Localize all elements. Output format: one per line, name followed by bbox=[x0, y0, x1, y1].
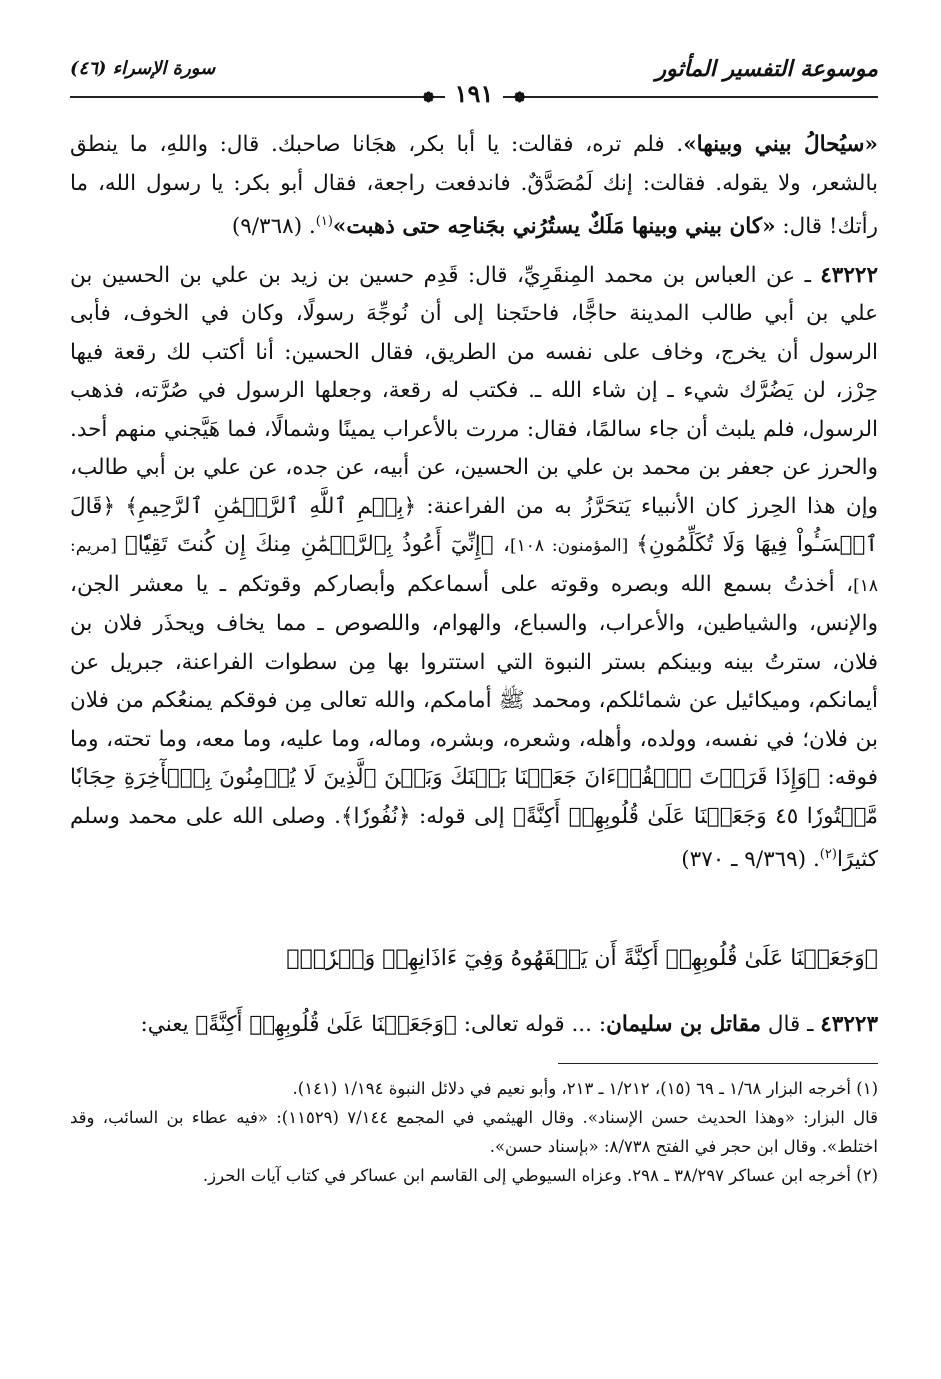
text-segment: إلى قوله: bbox=[410, 803, 514, 829]
hadith-quote: «سيُحالُ بيني وبينها» bbox=[683, 132, 878, 157]
footnote-marker: (١) bbox=[315, 214, 333, 229]
verse-heading: ﴿وَجَعَلۡنَا عَلَىٰ قُلُوبِهِمۡ أَكِنَّةً أَن يَفۡقَهُوهُ وَفِيٓ ءَاذَانِهِمۡ وَقۡرٗاۚ﴾ bbox=[286, 945, 878, 971]
page-number: ١٩١ bbox=[445, 79, 504, 108]
surah-label: سورة الإسراء (٤٦) bbox=[70, 58, 216, 79]
footnote-1-continuation: قال البزار: «وهذا الحديث حسن الإسناد». وقال الهيثمي في المجمع ٧/١٤٤ (١١٥٢٩): «فيه عطاء بن السائب، وقد اختلط». وقال ابن حجر في الفتح ٨/٧٣٨: «بإسناد حسن». bbox=[70, 1107, 878, 1156]
text-segment: ـ عن العباس بن محمد المِنقَرِيِّ، قال: قَدِم حسين بن زيد بن علي بن الحسين بن علي بن أبي طالب المدينة حاجًّا، فاحتَجنا إلى أن نُوجِّهَ رسولًا، وكان في الخوف، فأبى الرسول أن يخرج، وخاف على نفسه من الطريق، فقال الحسين: أنا أكتب لك رقعة فيها حِرْز، لن يَضُرَّك شيء ـ إن شاء الله ـ. فكتب له رقعة، وجعلها الرسول في صُرَّته، فذهب الرسول، فلم يلبث أن جاء سالمًا، فقال: مررت بالأعراب يمينًا وشمالًا، فما هَيَّجني منهم أحد. والحرز عن جعفر بن محمد بن علي بن الحسين، عن أبيه، عن جده، عن علي بن أبي طالب، وإن هذا الحِرز كان الأنبياء يَتحَرَّزُ به من الفراعنة: bbox=[70, 262, 879, 519]
text-segment: . وصلى الله على محمد وسلم كثيرًا bbox=[70, 803, 878, 873]
quran-verse: ﴿بِسۡمِ ٱللَّهِ ٱلرَّحۡمَٰنِ ٱلرَّحِيمِ﴾ ﴿قَالَ ٱخۡسَـُٔواْ فِيهَا وَلَا تُكَلِّمُونِ﴾ bbox=[70, 493, 879, 558]
text-segment: يعني: bbox=[140, 1012, 196, 1038]
sura-reference: [مريم: ١٨] bbox=[70, 536, 878, 596]
hadith-quote: «كان بيني وبينها مَلَكٌ يستُرُني بجَناحِه حتى ذهبت» bbox=[332, 214, 776, 240]
main-text bbox=[70, 126, 878, 1045]
footnote-divider bbox=[558, 1063, 878, 1064]
volume-reference: . (٩/٣٦٩ ـ ٣٧٠) bbox=[681, 847, 820, 873]
entry-43223 bbox=[70, 1006, 878, 1045]
quran-verse: ، ﴿إِنِّيٓ أَعُوذُ بِٱلرَّحۡمَٰنِ مِنكَ إِن كُنتَ تَقِيّٗا﴾ bbox=[124, 532, 510, 558]
ornament-icon: ❁ bbox=[422, 90, 435, 106]
footnotes bbox=[70, 1074, 878, 1190]
entry-43222 bbox=[70, 257, 878, 880]
quran-verse: ﴿نُفُورٗا﴾ bbox=[340, 803, 411, 829]
narrator-name: مقاتل بن سليمان bbox=[606, 1012, 761, 1038]
sura-reference: [المؤمنون: ١٠٨] bbox=[509, 536, 637, 557]
entry-number: ٤٣٢٢٣ bbox=[820, 1012, 878, 1038]
text-segment: : ... قوله تعالى: bbox=[456, 1012, 607, 1038]
footnote-2: (٢) أخرجه ابن عساكر ٣٨/٢٩٧ ـ ٢٩٨. وعزاه السيوطي إلى القاسم ابن عساكر في كتاب آيات الحرز. bbox=[202, 1165, 878, 1185]
book-page bbox=[70, 48, 878, 1348]
text-segment: . فلم تره، فقالت: يا أبا بكر، هجَانا صاحبك. قال: واللهِ، ما ينطق بالشعر، ولا يقوله. فقالت: إنك لَمُصَدَّقٌ. فاندفعت راجعة، فقال أبو بكر: يا رسول الله، ما رأتك! قال: bbox=[70, 132, 878, 240]
text-segment: ، أخذتُ بسمع الله وبصره وقوته على أسماعكم وأبصاركم وقوتكم ـ يا معشر الجن، والإنس، والشياطين، والأعراب، والسباع، والهوام، واللصوص ـ مما يخاف ويحذَر فلان بن فلان، سترتُ بينه وبينكم بستر النبوة التي استتروا بها مِن سطوات الفراعنة، جبريل عن أيمانكم، وميكائيل عن شمائلكم، ومحمد ﷺ أمامكم، والله تعالى مِن فوقكم يمنعُكم من فلان بن فلان؛ في نفسه، وولده، وأهله، وشعره، وبشره، وماله، وما عليه، وما معه، وما تحته، وما فوقه: bbox=[70, 571, 878, 791]
footnote-marker: (٢) bbox=[819, 847, 837, 863]
page-number-line bbox=[70, 80, 878, 112]
text-segment: ـ قال bbox=[760, 1012, 821, 1038]
paragraph-continuation bbox=[70, 126, 878, 247]
page-header bbox=[70, 48, 878, 108]
ornament-icon: ❁ bbox=[513, 90, 526, 106]
volume-reference: . (٩/٣٦٨) bbox=[231, 214, 316, 240]
book-title: موسوعة التفسير المأثور bbox=[655, 56, 878, 82]
entry-number: ٤٣٢٢٢ bbox=[820, 262, 878, 288]
quran-verse: ﴿وَجَعَلۡنَا عَلَىٰ قُلُوبِهِمۡ أَكِنَّةً﴾ bbox=[195, 1012, 457, 1038]
footnote-1: (١) أخرجه البزار ١/٦٨ ـ ٦٩ (١٥)، ١/٢١٢ ـ ٢١٣، وأبو نعيم في دلائل النبوة ١/١٩٤ (١٤١). bbox=[292, 1078, 878, 1098]
quran-verse: ﴿وَإِذَا قَرَأۡتَ ٱلۡقُرۡءَانَ جَعَلۡنَا بَيۡنَكَ وَبَيۡنَ ٱلَّذِينَ لَا يُؤۡمِنُونَ بِٱلۡأٓخِرَةِ حِجَابٗا مَّسۡتُورٗا ٤٥ وَجَعَلۡنَا عَلَىٰ قُلُوبِهِمۡ أَكِنَّةً﴾ bbox=[70, 765, 879, 829]
